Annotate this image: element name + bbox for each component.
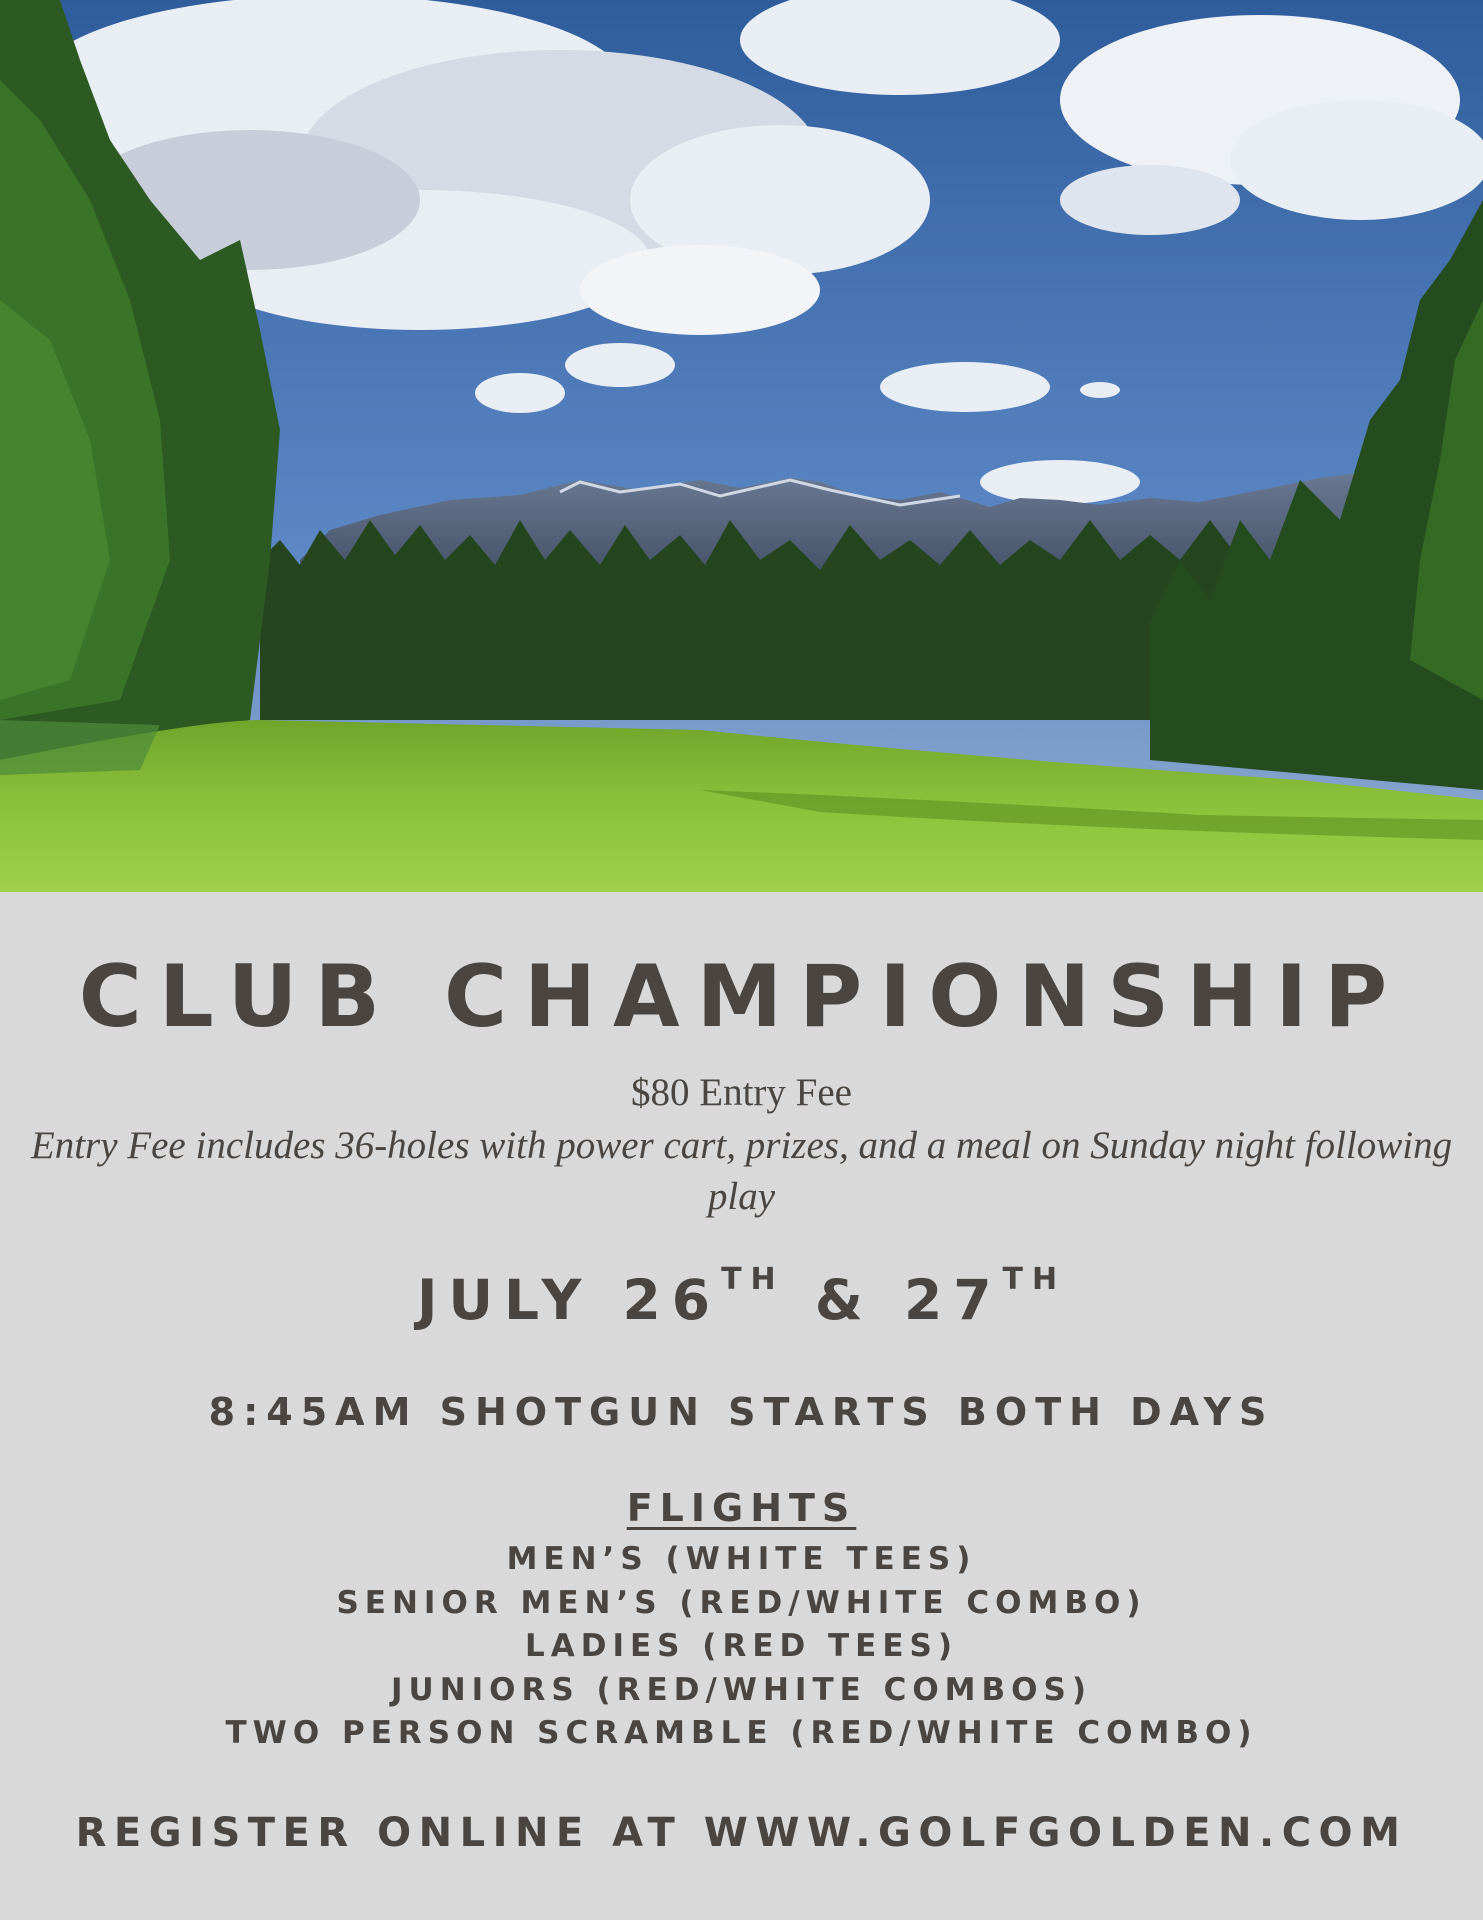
flight-item: TWO PERSON SCRAMBLE (RED/WHITE COMBO) [225, 1715, 1258, 1751]
flights-list [0, 1538, 1483, 1756]
date-month: JULY [416, 1268, 593, 1332]
golf-course-photo [0, 0, 1483, 892]
date-day-2: 27 [903, 1268, 1003, 1332]
flight-item: JUNIORS (RED/WHITE COMBOS) [390, 1671, 1092, 1708]
flight-item: LADIES (RED TEES) [524, 1628, 959, 1664]
flight-item: MEN’S (WHITE TEES) [506, 1541, 977, 1577]
event-title: CLUB CHAMPIONSHIP [78, 947, 1405, 1047]
date-joiner: & [814, 1268, 874, 1332]
flights-heading-label: FLIGHTS [626, 1486, 857, 1530]
flight-item: SENIOR MEN’S (RED/WHITE COMBO) [336, 1584, 1147, 1621]
entry-fee: $80 Entry Fee [631, 1071, 852, 1114]
flights-heading [0, 1486, 1483, 1530]
event-details [0, 892, 1483, 1920]
date-day-1-suffix: TH [721, 1262, 785, 1297]
event-dates [0, 1262, 1483, 1332]
start-time: 8:45AM SHOTGUN STARTS BOTH DAYS [208, 1390, 1275, 1434]
date-day-1: 26 [622, 1268, 722, 1332]
register-online-text: REGISTER ONLINE AT WWW.GOLFGOLDEN.COM [75, 1810, 1408, 1856]
entry-fee-note: Entry Fee includes 36-holes with power cart, prizes, and a meal on Sunday night following play [30, 1124, 1453, 1218]
date-day-2-suffix: TH [1002, 1262, 1067, 1297]
